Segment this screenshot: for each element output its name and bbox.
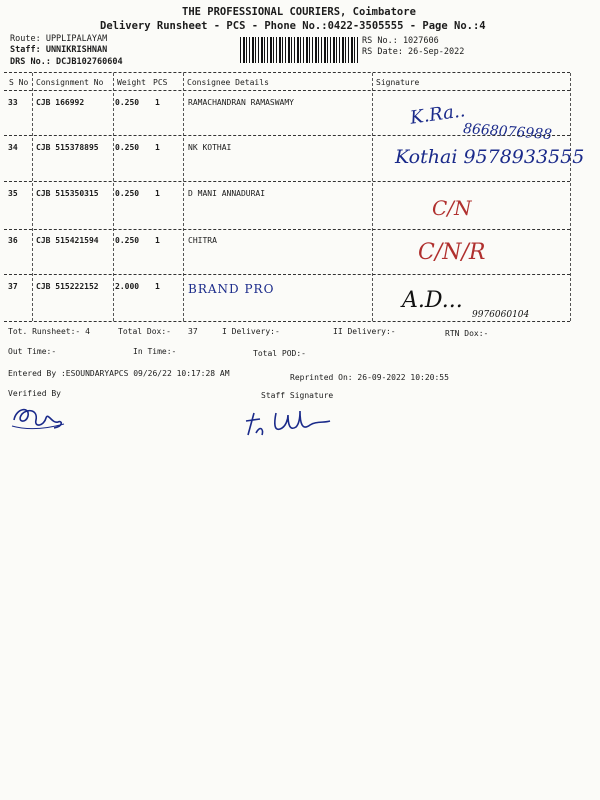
divider [4, 181, 570, 182]
out-time: Out Time:- [8, 347, 57, 356]
row-consignment: CJB 515421594 [36, 236, 99, 245]
row-weight: 2.000 [115, 282, 140, 291]
column-line [183, 73, 184, 321]
total-runsheet: Tot. Runsheet:- 4 [8, 327, 90, 336]
total-dox-label: Total Dox:- [118, 327, 171, 336]
rtn-dox: RTN Dox:- [445, 329, 489, 338]
col-header-signature: Signature [376, 78, 420, 87]
staff: Staff: UNNIKRISHNAN [10, 45, 108, 55]
divider [4, 321, 570, 322]
row-pcs: 1 [155, 98, 160, 107]
signature: K.Ra.. [408, 100, 467, 129]
col-header-consignment: Consignment No [36, 78, 104, 87]
row-sno: 36 [8, 236, 18, 245]
runsheet-subtitle: Delivery Runsheet - PCS - Phone No.:0422-3505555 - Page No.:4 [100, 20, 486, 32]
barcode-image [240, 37, 358, 63]
verified-by-label: Verified By [8, 389, 61, 398]
divider [4, 90, 570, 91]
row-consignee: BRAND PRO [188, 282, 275, 296]
row-pcs: 1 [155, 282, 160, 291]
row-consignee: RAMACHANDRAN RAMASWAMY [188, 98, 294, 107]
row-weight: 0.250 [115, 189, 140, 198]
rs-date: RS Date: 26-Sep-2022 [362, 47, 465, 57]
column-line [113, 73, 114, 321]
signature: C/N [432, 196, 472, 220]
divider [4, 274, 570, 275]
total-dox-value: 37 [188, 327, 198, 336]
divider [4, 229, 570, 230]
signature: C/N/R [418, 240, 486, 265]
row-consignee: CHITRA [188, 236, 217, 245]
col-header-weight: Weight [117, 78, 146, 87]
row-consignment: CJB 515350315 [36, 189, 99, 198]
column-line [32, 73, 33, 321]
company-title: THE PROFESSIONAL COURIERS, Coimbatore [182, 6, 416, 18]
drs-number: DRS No.: DCJB102760604 [10, 57, 123, 67]
row-consignee: D MANI ANNADURAI [188, 189, 266, 198]
total-pod: Total POD:- [253, 349, 306, 358]
row-weight: 0.250 [115, 143, 140, 152]
row-weight: 0.250 [115, 98, 140, 107]
row-sno: 37 [8, 282, 18, 291]
divider [4, 72, 570, 73]
row-sno: 33 [8, 98, 18, 107]
row-pcs: 1 [155, 143, 160, 152]
divider [4, 135, 570, 136]
row-pcs: 1 [155, 189, 160, 198]
row-weight: 0.250 [115, 236, 140, 245]
reprinted-on: Reprinted On: 26-09-2022 10:20:55 [290, 373, 449, 382]
col-header-pcs: PCS [153, 78, 168, 87]
in-time: In Time:- [133, 347, 177, 356]
row-consignee: NK KOTHAI [188, 143, 232, 152]
row-pcs: 1 [155, 236, 160, 245]
entered-by: Entered By :ESOUNDARYAPCS 09/26/22 10:17:28 AM [8, 369, 230, 378]
route: Route: UPPLIPALAYAM [10, 34, 108, 44]
row-sno: 35 [8, 189, 18, 198]
ii-delivery: II Delivery:- [333, 327, 396, 336]
phone-note: 9976060104 [472, 310, 530, 320]
staff-signature-image [244, 405, 334, 441]
verified-signature-image [8, 400, 68, 436]
row-consignment: CJB 515378895 [36, 143, 99, 152]
rs-number: RS No.: 1027606 [362, 36, 439, 46]
i-delivery: I Delivery:- [222, 327, 280, 336]
col-header-sno: S No [9, 78, 29, 87]
signature: A.D... [402, 288, 463, 313]
signature: Kothai 9578933555 [395, 146, 585, 168]
phone-note: 8668076988 [462, 120, 553, 144]
column-line [570, 73, 571, 321]
staff-signature-label: Staff Signature [261, 391, 334, 400]
row-sno: 34 [8, 143, 18, 152]
column-line [372, 73, 373, 321]
row-consignment: CJB 515222152 [36, 282, 99, 291]
col-header-consignee: Consignee Details [187, 78, 269, 87]
row-consignment: CJB 166992 [36, 98, 85, 107]
